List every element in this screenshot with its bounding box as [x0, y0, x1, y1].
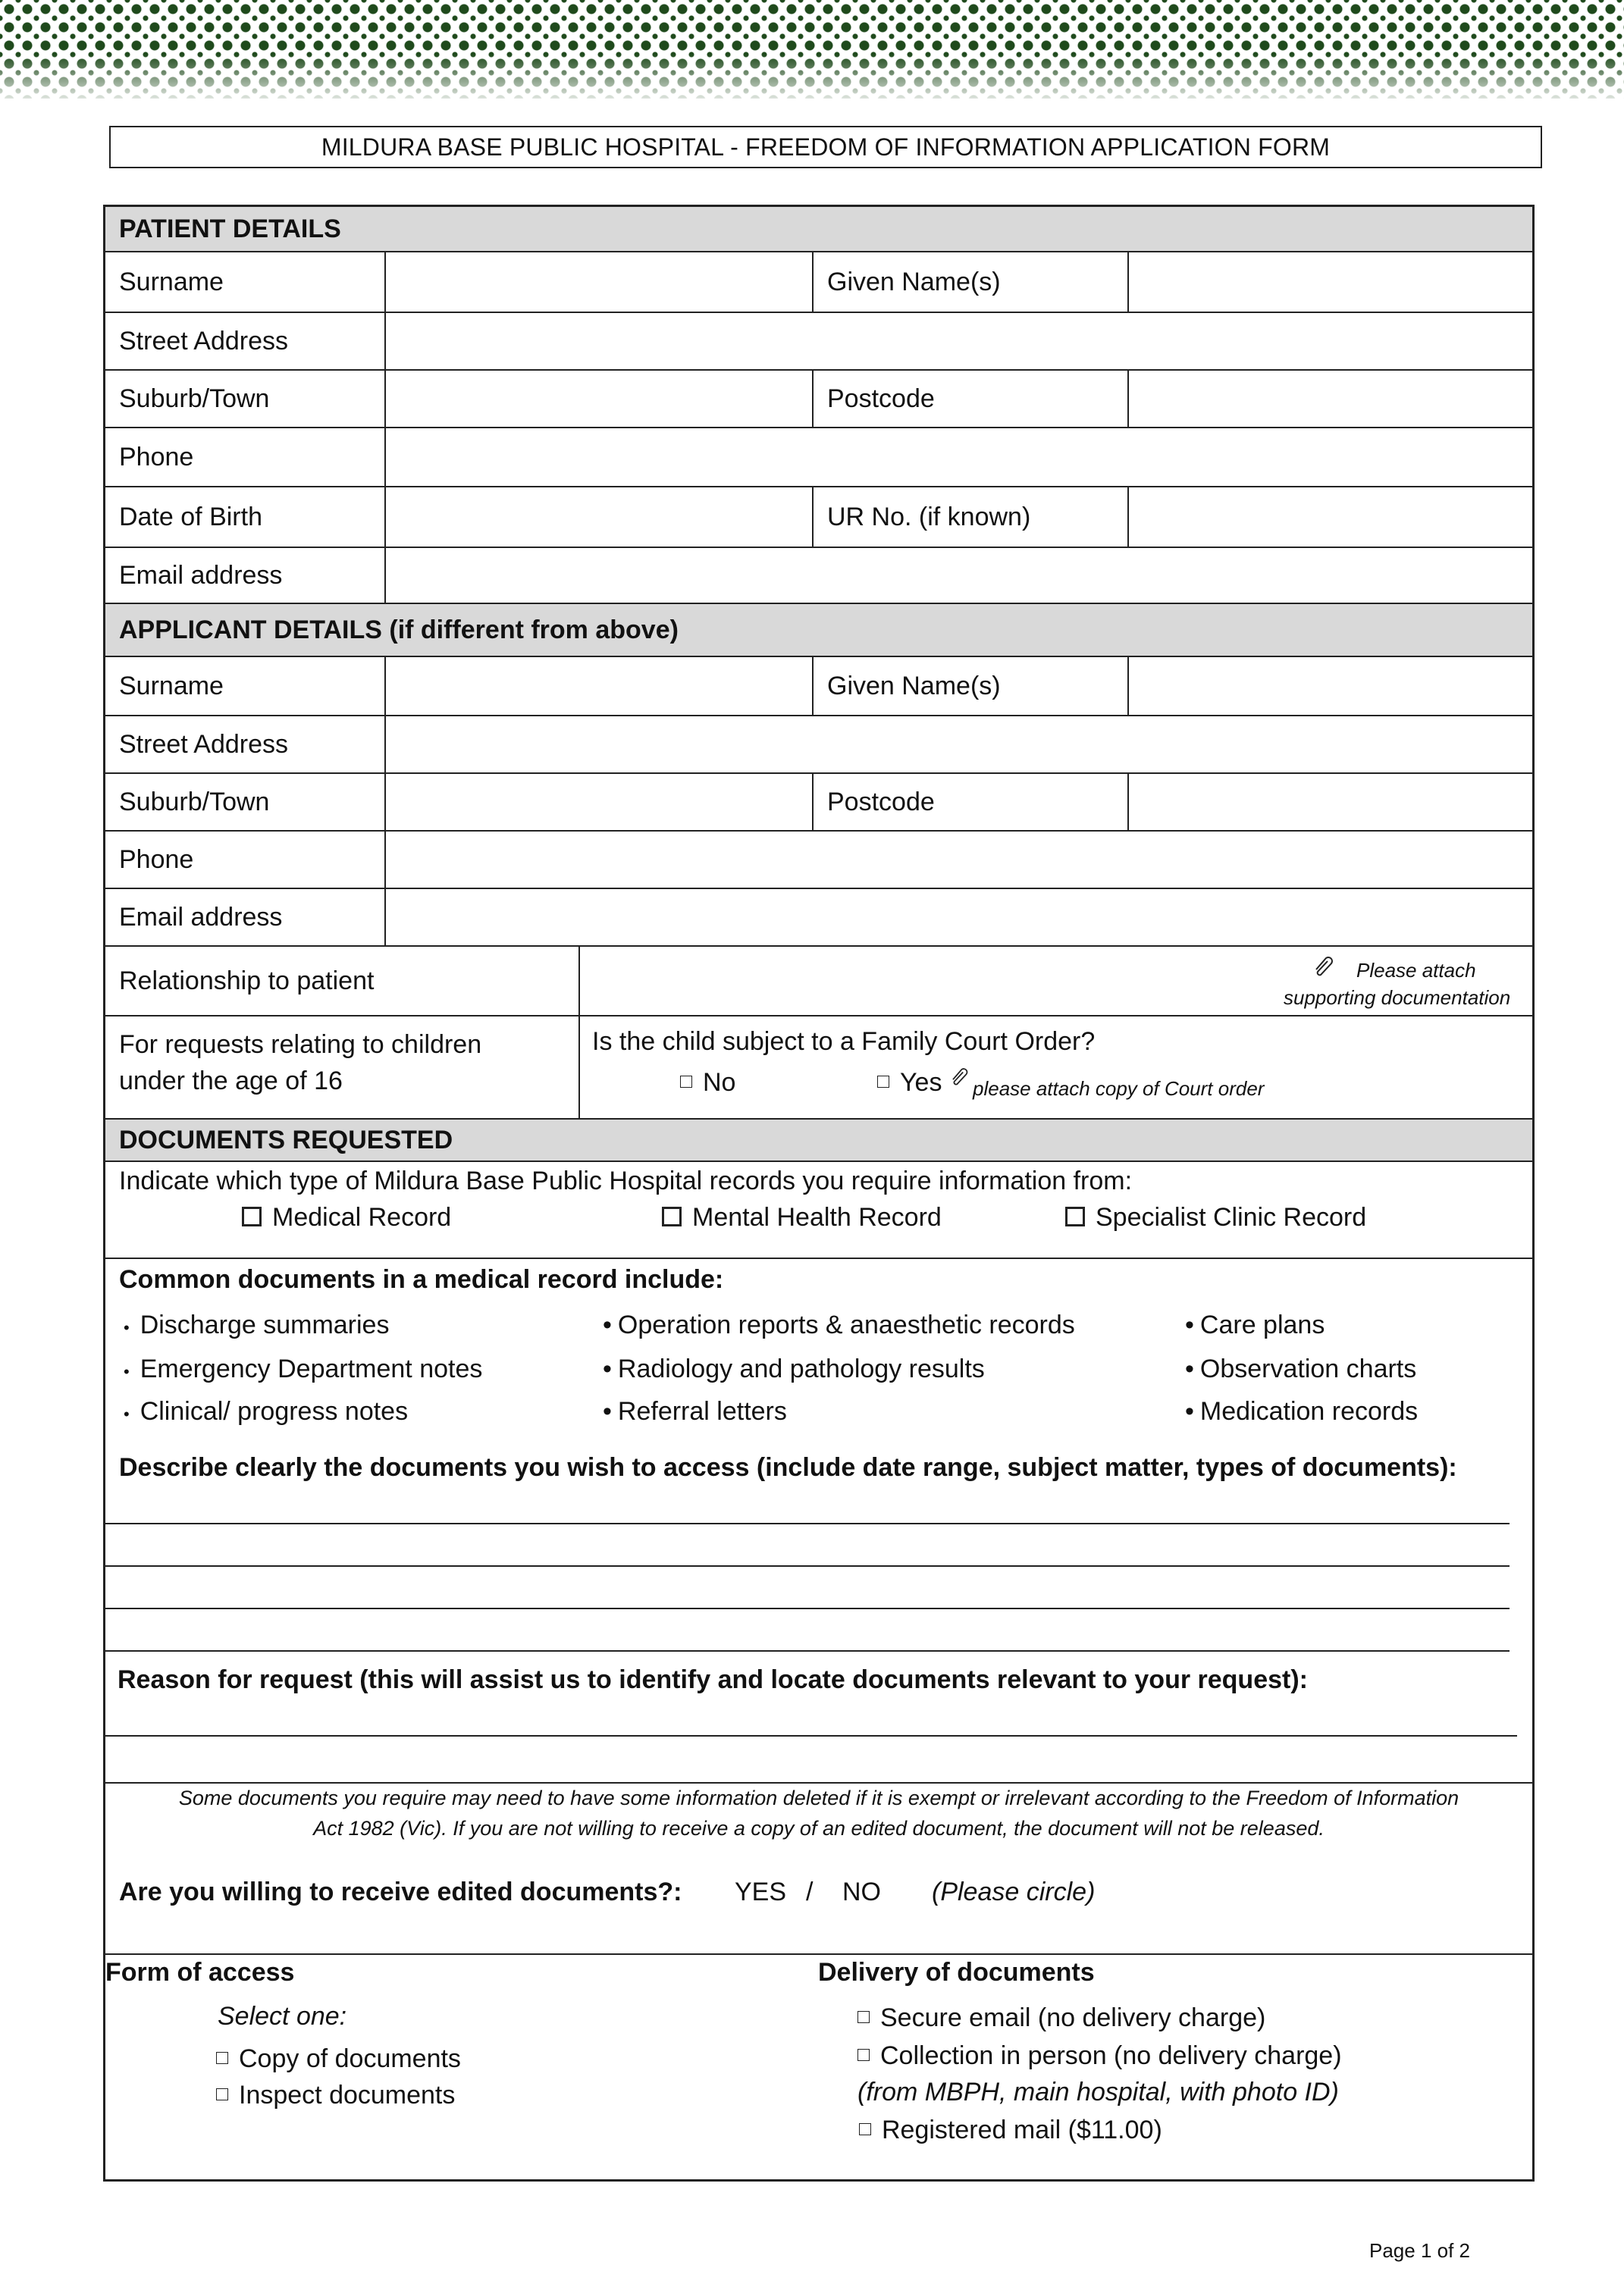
list-item: • Emergency Department notes	[124, 1355, 483, 1383]
patient-email-field[interactable]	[386, 548, 1532, 603]
option-label: Medical Record	[272, 1203, 452, 1232]
collection-note: (from MBPH, main hospital, with photo ID)	[857, 2078, 1339, 2106]
checkbox-icon[interactable]	[859, 2123, 871, 2135]
option-label: Inspect documents	[239, 2081, 456, 2110]
divider	[105, 1953, 1532, 1955]
copy-documents-option[interactable]	[216, 2044, 461, 2074]
surname-label: Surname	[119, 267, 224, 296]
describe-line-1[interactable]	[105, 1523, 1510, 1524]
no-label: No	[703, 1068, 736, 1097]
specialist-clinic-record-option[interactable]	[1065, 1203, 1366, 1233]
list-item: • Discharge summaries	[124, 1311, 390, 1339]
describe-line-4[interactable]	[105, 1650, 1510, 1652]
mental-health-record-option[interactable]	[662, 1203, 942, 1233]
attach-note-2: supporting documentation	[1284, 986, 1511, 1009]
patient-suburb-field[interactable]	[386, 371, 812, 427]
common-documents-heading: Common documents in a medical record include:	[119, 1265, 724, 1294]
court-order-note: please attach copy of Court order	[973, 1077, 1265, 1100]
court-yes-option[interactable]	[877, 1068, 942, 1098]
given-names-label: Given Name(s)	[827, 267, 1001, 296]
option-label: Copy of documents	[239, 2044, 461, 2073]
describe-documents-label: Describe clearly the documents you wish to access (include date range, subject matter, types of documents):	[119, 1453, 1457, 1482]
divider	[105, 1782, 1532, 1784]
patient-phone-row	[105, 428, 1532, 487]
reason-label: Reason for request (this will assist us to identify and locate documents relevant to your request):	[118, 1665, 1308, 1694]
application-form	[103, 205, 1535, 2182]
paperclip-icon	[1309, 951, 1335, 977]
option-label: Secure email (no delivery charge)	[880, 2003, 1266, 2032]
edited-slash: /	[806, 1878, 814, 1906]
patient-ur-no-field[interactable]	[1129, 487, 1532, 547]
list-item: • Referral letters	[603, 1397, 787, 1426]
applicant-email-field[interactable]	[386, 889, 1532, 945]
list-item: • Clinical/ progress notes	[124, 1397, 409, 1426]
checkbox-icon[interactable]	[216, 2088, 228, 2100]
suburb-label: Suburb/Town	[119, 384, 270, 413]
checkbox-icon[interactable]	[1065, 1207, 1085, 1226]
list-item: • Care plans	[1185, 1311, 1325, 1339]
suburb-label: Suburb/Town	[119, 787, 270, 816]
patient-postcode-field[interactable]	[1129, 371, 1532, 427]
edited-no-option[interactable]: NO	[842, 1878, 881, 1906]
disclaimer-line-1: Some documents you require may need to have some information deleted if it is exempt or irrelevant according to the Freedom of Information	[178, 1787, 1459, 1809]
section-title: PATIENT DETAILS	[119, 214, 341, 243]
children-label-2: under the age of 16	[119, 1067, 343, 1095]
applicant-email-row	[105, 889, 1532, 947]
street-address-label: Street Address	[119, 729, 289, 759]
patient-dob-row	[105, 487, 1532, 548]
form-title: MILDURA BASE PUBLIC HOSPITAL - FREEDOM OF INFORMATION APPLICATION FORM	[109, 126, 1542, 168]
postcode-label: Postcode	[827, 384, 935, 413]
applicant-surname-row	[105, 657, 1532, 716]
list-item: • Operation reports & anaesthetic records	[603, 1311, 1075, 1339]
secure-email-option[interactable]	[857, 2003, 1265, 2033]
documents-header	[105, 1120, 1532, 1162]
option-label: Registered mail ($11.00)	[882, 2116, 1162, 2144]
list-item: • Medication records	[1185, 1397, 1419, 1426]
page-number: Page 1 of 2	[1369, 2239, 1470, 2262]
reason-line[interactable]	[105, 1735, 1517, 1737]
checkbox-icon[interactable]	[242, 1207, 262, 1226]
patient-street-field[interactable]	[386, 313, 1532, 369]
applicant-phone-field[interactable]	[386, 832, 1532, 888]
ur-no-label: UR No. (if known)	[827, 502, 1031, 531]
phone-label: Phone	[119, 442, 194, 471]
checkbox-icon[interactable]	[857, 2011, 870, 2023]
patient-details-header	[105, 207, 1532, 252]
patient-surname-field[interactable]	[386, 252, 812, 312]
list-item: • Observation charts	[1185, 1355, 1417, 1383]
applicant-surname-field[interactable]	[386, 657, 812, 715]
applicant-street-field[interactable]	[386, 716, 1532, 772]
checkbox-icon[interactable]	[877, 1076, 889, 1088]
applicant-suburb-field[interactable]	[386, 774, 812, 830]
inspect-documents-option[interactable]	[216, 2081, 455, 2110]
patient-given-names-field[interactable]	[1129, 252, 1532, 312]
option-label: Collection in person (no delivery charge)	[880, 2041, 1342, 2070]
option-label: Mental Health Record	[692, 1203, 942, 1232]
surname-label: Surname	[119, 671, 224, 700]
applicant-phone-row	[105, 832, 1532, 889]
postcode-label: Postcode	[827, 787, 935, 816]
street-address-label: Street Address	[119, 326, 289, 356]
edited-documents-question: Are you willing to receive edited documents?:	[119, 1878, 682, 1906]
record-type-instruction: Indicate which type of Mildura Base Public Hospital records you require information from:	[119, 1167, 1133, 1195]
children-row	[105, 1016, 1532, 1120]
header-dot-pattern	[0, 0, 1624, 99]
applicant-postcode-field[interactable]	[1129, 774, 1532, 830]
given-names-label: Given Name(s)	[827, 671, 1001, 700]
applicant-given-names-field[interactable]	[1129, 657, 1532, 715]
delivery-heading: Delivery of documents	[818, 1958, 1095, 1987]
relationship-row	[105, 947, 1532, 1016]
select-one-label: Select one:	[218, 2002, 347, 2031]
edited-yes-option[interactable]: YES	[735, 1878, 787, 1906]
section-title: DOCUMENTS REQUESTED	[119, 1125, 453, 1154]
relationship-label: Relationship to patient	[119, 966, 375, 995]
patient-email-row	[105, 548, 1532, 604]
patient-dob-field[interactable]	[386, 487, 812, 547]
describe-line-3[interactable]	[105, 1608, 1510, 1609]
describe-line-2[interactable]	[105, 1565, 1510, 1567]
option-label: Specialist Clinic Record	[1096, 1203, 1367, 1232]
please-circle-note: (Please circle)	[932, 1878, 1096, 1906]
applicant-details-header	[105, 604, 1532, 657]
checkbox-icon[interactable]	[680, 1076, 692, 1088]
paperclip-icon	[947, 1063, 970, 1086]
email-label: Email address	[119, 902, 283, 932]
court-order-question: Is the child subject to a Family Court Order?	[592, 1027, 1096, 1056]
patient-suburb-row	[105, 371, 1532, 428]
email-label: Email address	[119, 560, 283, 590]
court-no-option[interactable]	[680, 1068, 735, 1098]
record-type-row	[105, 1162, 1532, 1259]
checkbox-icon[interactable]	[662, 1207, 682, 1226]
collection-option[interactable]	[857, 2041, 1342, 2071]
section-title: APPLICANT DETAILS (if different from above)	[119, 615, 679, 644]
disclaimer-line-2: Act 1982 (Vic). If you are not willing to receive a copy of an edited document, the document will not be released.	[313, 1817, 1325, 1840]
checkbox-icon[interactable]	[216, 2052, 228, 2064]
applicant-street-row	[105, 716, 1532, 774]
phone-label: Phone	[119, 844, 194, 874]
dob-label: Date of Birth	[119, 502, 262, 531]
registered-mail-option[interactable]	[859, 2116, 1162, 2145]
patient-phone-field[interactable]	[386, 428, 1532, 486]
attach-note-1: Please attach	[1356, 959, 1476, 982]
patient-street-row	[105, 313, 1532, 371]
medical-record-option[interactable]	[242, 1203, 451, 1233]
checkbox-icon[interactable]	[857, 2049, 870, 2061]
children-label-1: For requests relating to children	[119, 1030, 482, 1059]
yes-label: Yes	[900, 1068, 942, 1097]
applicant-suburb-row	[105, 774, 1532, 832]
form-of-access-heading: Form of access	[105, 1958, 295, 1987]
patient-surname-row	[105, 252, 1532, 313]
list-item: • Radiology and pathology results	[603, 1355, 985, 1383]
